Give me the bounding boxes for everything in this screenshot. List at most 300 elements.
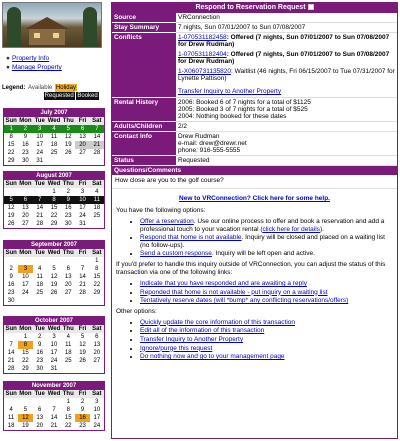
day-header: Sat [90,180,104,188]
option-text: ). [319,225,324,233]
day-header: Thu [62,250,74,256]
calendar-day[interactable]: 28 [93,150,101,156]
options-intro: You have the following options: [116,207,206,214]
calendar-day[interactable]: 9 [80,407,85,413]
calendar-day[interactable]: 14 [79,274,86,280]
status-row [112,156,397,166]
source-row [112,13,397,23]
calendar-day[interactable]: 15 [7,142,15,148]
calendar-legend [2,84,106,100]
calendar-day[interactable]: 26 [7,221,15,227]
calendar-day[interactable]: 14 [50,415,58,421]
calendar-day[interactable]: 15 [50,205,58,211]
conflicts-label: Conflicts [112,33,176,98]
window-shape [53,33,59,38]
day-header: Fri [75,390,89,398]
calendar-day[interactable]: 3 [95,399,99,405]
calendar-day[interactable]: 5 [4,196,18,204]
tentative-reserve-link[interactable]: Tentatively reserve dates (will *bump* any conflicting reservations/offers) [140,297,349,305]
panel-title-text: Respond to Reservation Request [195,4,306,11]
calendar-day[interactable]: 21 [7,358,15,364]
calendar-empty [18,297,32,305]
calendar-day[interactable]: 7 [90,125,104,133]
calendar-day[interactable]: 19 [22,423,29,429]
status-link-item [140,289,393,297]
calendar-day[interactable]: 20 [36,423,44,429]
calendar-day[interactable]: 8 [47,196,61,204]
conflict-item [178,68,395,82]
day-header: Wed [47,250,61,256]
calendar-day[interactable]: 22 [64,423,72,429]
contact-row [112,132,397,156]
calendar-day[interactable]: 16 [22,142,29,148]
awaiting-reply-link[interactable]: Indicate that you have responded and are awaiting a reply [140,279,307,287]
calendar-day[interactable]: 7 [52,407,56,413]
calendar-day[interactable]: 11 [8,415,15,421]
calendar-day[interactable]: 29 [7,158,15,164]
calendar-empty [47,398,61,406]
day-header: Sun [5,118,17,124]
other-option-item [140,345,393,353]
other-intro: Other options: [116,307,157,315]
calendar-day[interactable]: 8 [66,407,70,413]
calendar-day[interactable]: 11 [65,342,72,348]
conflict-link[interactable]: 1-070531182458 [178,34,227,41]
calendar-day[interactable]: 2 [18,125,32,133]
calendar-day[interactable]: 17 [79,205,86,211]
calendar-day[interactable]: 4 [95,189,99,195]
calendar-empty [4,188,18,196]
calendar-day[interactable]: 5 [80,334,85,340]
calendar-day[interactable]: 27 [79,150,86,156]
calendar-empty [47,257,61,265]
calendar-day[interactable]: 8 [9,134,13,140]
calendar-day[interactable]: 2 [66,189,70,195]
calendar-day[interactable]: 21 [79,282,86,288]
conflict-text: : Offered (7 nights, Sun 07/01/2007 to Sun 07/08/2007 for Drew Rudman) [178,34,390,48]
conflict-text: : Waitlist (46 nights, Fri 06/15/2007 to Tue 07/31/2007 for Lynette Pattison) [178,68,395,82]
rental-history-label: Rental History [112,98,176,122]
day-header: Tue [33,325,47,333]
outside-text: If you'd prefer to handle this inquiry outside of VRConnection, you can adjust the status of this transaction via one of the following links: [116,260,386,276]
calendar-day[interactable]: 15 [64,415,72,421]
source-label: Source [112,13,176,23]
calendar-day[interactable]: 18 [93,205,101,211]
calendar-day[interactable]: 24 [79,213,86,219]
month-calendar [3,381,105,431]
calendar-day[interactable]: 12 [64,134,72,140]
questions-header: Questions/Comments [112,166,397,175]
calendar-day[interactable]: 13 [79,134,86,140]
calendar-day[interactable]: 16 [7,282,15,288]
calendar-day[interactable]: 2 [80,399,85,405]
calendar-day[interactable]: 31 [36,158,44,164]
calendar-day[interactable]: 24 [22,290,29,296]
calendar-day[interactable]: 30 [64,221,72,227]
respond-panel [111,2,398,439]
day-header: Mon [19,118,32,124]
calendar-day[interactable]: 13 [36,415,44,421]
calendar-empty [18,398,32,406]
day-header: Fri [75,325,89,333]
adults-row [112,122,397,132]
calendar-day[interactable]: 10 [22,274,29,280]
calendar-day[interactable]: 6 [18,196,32,204]
calendar-empty [61,297,75,305]
calendar-day[interactable]: 12 [79,342,86,348]
calendar-day[interactable]: 23 [36,358,44,364]
nav-item [6,63,106,72]
contact-value [176,132,397,156]
calendar-day[interactable]: 20 [22,213,29,219]
conflict-link[interactable]: 1-070531182404 [178,51,227,58]
calendar-empty [33,398,47,406]
day-header: Sun [5,181,17,187]
calendar-empty [33,297,47,305]
calendar-empty [33,188,47,196]
calendar-day[interactable]: 1 [66,399,70,405]
rental-history-row [112,98,397,122]
property-photo [2,2,102,48]
day-header: Tue [33,117,47,125]
calendar-day[interactable]: 15 [93,274,101,280]
calendar-day[interactable]: 1 [52,189,56,195]
edit-all-link[interactable]: Edit all of the information of this transaction [140,327,265,335]
calendar-empty [47,157,61,165]
calendar-empty [4,333,18,341]
calendar-day[interactable]: 31 [79,221,86,227]
month-calendar [3,316,105,374]
calendar-day[interactable]: 7 [9,342,13,348]
day-header: Thu [62,391,74,397]
contact-label: Contact Info [112,132,176,156]
calendar-day[interactable]: 14 [7,350,15,356]
other-option-item [140,353,393,361]
contact-line: e-mail: drew@drewr.net [178,140,247,147]
day-header: Wed [47,391,61,397]
calendar-day[interactable]: 20 [64,282,72,288]
not-available-link[interactable]: Respond that home is not available [140,234,242,242]
calendar-day[interactable]: 15 [22,350,29,356]
stay-label: Stay Summary [112,23,176,33]
calendar-day[interactable]: 22 [50,213,58,219]
calendar-day[interactable]: 12 [50,274,58,280]
calendar-day[interactable]: 3 [33,125,47,133]
calendar-empty [4,398,18,406]
calendar-day[interactable]: 5 [52,266,56,272]
rental-line: 2006: Booked 6 of 7 nights for a total of $1125 [178,99,311,106]
calendar-day[interactable]: 25 [64,358,72,364]
calendar-day[interactable]: 18 [36,282,44,288]
calendar-day[interactable]: 2 [9,266,13,272]
day-header: Mon [19,391,32,397]
calendar-day[interactable]: 10 [50,342,58,348]
adults-label: Adults/Children [112,122,176,132]
offer-reservation-link[interactable]: Offer a reservation [140,218,194,225]
other-option-item [140,319,393,327]
calendar-day[interactable]: 2 [38,334,42,340]
day-header: Sat [90,117,104,125]
status-label: Status [112,156,176,166]
custom-response-link[interactable]: Send a custom response [140,250,212,258]
calendar-day[interactable]: 23 [79,423,86,429]
calendar-day[interactable]: 30 [36,366,44,372]
calendar-day[interactable]: 24 [36,150,44,156]
calendar-day[interactable]: 20 [93,350,101,356]
month-title: November 2007 [4,382,104,390]
status-links-list [116,280,393,305]
day-header: Mon [19,181,32,187]
calendar-day[interactable]: 14 [93,134,101,140]
calendar-day[interactable]: 28 [36,221,44,227]
calendar-day[interactable]: 24 [93,423,101,429]
calendar-day[interactable]: 11 [90,196,104,204]
calendar-day[interactable]: 30 [7,298,15,304]
calendar-empty [33,257,47,265]
calendar-day[interactable]: 11 [36,274,43,280]
calendar-day[interactable]: 4 [38,266,42,272]
calendar-day[interactable]: 19 [7,213,15,219]
calendar-day[interactable]: 27 [64,290,72,296]
rental-history-value [176,98,397,122]
transfer-inquiry-link-2[interactable]: Transfer Inquiry to Another Property [140,335,244,343]
calendar-day[interactable]: 8 [18,341,32,349]
calendar-empty [75,157,89,165]
calendar-day[interactable]: 20 [75,141,89,149]
day-header: Thu [62,181,74,187]
calendar-day[interactable]: 4 [9,407,13,413]
ignore-purge-link[interactable]: Ignore/purge this request [140,344,213,352]
day-header: Sat [90,249,104,257]
calendar-day[interactable]: 4 [66,334,70,340]
calendar-day[interactable]: 16 [36,350,44,356]
house-roof-shape [25,17,69,29]
calendar-empty [18,188,32,196]
calendar-day[interactable]: 1 [95,258,99,264]
calendar-day[interactable]: 24 [50,358,58,364]
rental-line: 2005: Booked 3 of 7 nights for a total of $525 [178,106,308,113]
adults-value: 2/2 [176,122,397,132]
calendar-day[interactable]: 3 [18,265,32,273]
legend-label: Legend: [2,85,26,91]
do-nothing-link[interactable]: Do nothing now and go to your management page [140,353,285,361]
option-item [140,250,393,258]
day-header: Fri [75,180,89,188]
calendar-day[interactable]: 17 [50,350,58,356]
calendar-day[interactable]: 10 [93,407,101,413]
calendar-day[interactable]: 6 [75,125,89,133]
calendar-day[interactable]: 4 [47,125,61,133]
calendar-day[interactable]: 9 [38,342,42,348]
calendar-day[interactable]: 18 [7,423,15,429]
calendar-day[interactable]: 27 [22,221,29,227]
calendar-day[interactable]: 29 [93,290,101,296]
legend-available: Available [28,85,53,91]
day-header: Wed [47,326,61,332]
calendar-day[interactable]: 6 [95,334,99,340]
calendar-day[interactable]: 3 [52,334,56,340]
calendar-day[interactable]: 29 [50,221,58,227]
month-title: July 2007 [4,109,104,117]
response-options-list [116,218,393,258]
calendar-day[interactable]: 17 [36,142,44,148]
waiting-list-link[interactable]: Reponded that home is not available - put inquiry on a waiting list [140,288,328,296]
calendar-empty [90,157,104,165]
conflict-text: : Offered (7 nights, Sun 07/01/2007 to Sun 07/08/2007 for Drew Rudman) [178,51,390,65]
day-header: Tue [33,249,47,257]
calendar-day[interactable]: 27 [93,358,101,364]
day-header: Sun [5,250,17,256]
calendar-day[interactable]: 26 [64,150,72,156]
new-vrc-help [116,195,393,202]
calendar-day[interactable]: 23 [7,290,15,296]
property-info-link[interactable]: Property Info [11,55,50,62]
calendar-day[interactable]: 19 [64,142,72,148]
conflicts-row [112,33,397,98]
nav-item [6,54,106,63]
tree-shape [7,7,21,47]
day-header: Thu [62,326,74,332]
transfer-item [178,88,395,95]
window-shape [34,33,40,38]
calendar-day[interactable]: 21 [50,423,58,429]
calendar-day[interactable]: 7 [33,196,47,204]
calendar-day[interactable]: 13 [22,205,29,211]
calendar-day[interactable]: 26 [50,290,58,296]
left-sidebar [0,0,108,441]
calendar-day[interactable]: 28 [7,366,15,372]
calendar-day[interactable]: 23 [64,213,72,219]
calendar-day[interactable]: 13 [93,342,101,348]
calendar-day[interactable]: 12 [7,205,15,211]
request-details-table [112,13,397,166]
property-nav [6,54,106,72]
calendar-day[interactable]: 25 [36,290,44,296]
calendar-empty [18,257,32,265]
conflict-item [178,34,395,48]
calendar-day[interactable]: 1 [23,334,28,340]
calendar-empty [90,365,104,373]
calendar-day[interactable]: 21 [90,141,104,149]
calendar-empty [75,365,89,373]
bullet-icon: ● [6,55,10,62]
calendar-day[interactable]: 1 [4,125,18,133]
calendar-empty [90,297,104,305]
calendar-day[interactable]: 8 [95,266,99,272]
day-header: Wed [47,181,61,187]
option-text: . Inquiry will be closed and placed on a waiting list (no follow-ups). [140,234,385,249]
calendar-empty [4,257,18,265]
calendar-day[interactable]: 6 [66,266,70,272]
calendar-day[interactable]: 9 [61,196,75,204]
calendar-day[interactable]: 10 [36,134,44,140]
transfer-inquiry-link[interactable]: Transfer Inquiry to Another Property [178,88,282,95]
stay-value: 7 nights, Sun 07/01/2007 to Sun 07/08/2007 [176,23,397,33]
calendar-day[interactable]: 18 [50,142,58,148]
source-value: VRConnection [176,13,397,23]
calendar-day[interactable]: 17 [93,415,101,421]
day-header: Sun [5,391,17,397]
manage-property-link[interactable]: Manage Property [11,64,62,71]
calendar-day[interactable]: 6 [38,407,42,413]
month-title: October 2007 [4,317,104,325]
calendar-day[interactable]: 10 [75,196,89,204]
options-body [112,195,397,361]
status-link-item [140,297,393,305]
option-text: . Inquiry will be left open and active. [211,250,315,258]
panel-title [112,3,397,13]
main-content [111,0,400,441]
new-vrc-help-link[interactable]: New to VRConnection? Click here for some help. [179,195,330,202]
calendar-day[interactable]: 7 [80,266,85,272]
calendar-day[interactable]: 19 [50,282,58,288]
bullet-icon: ● [6,64,10,71]
other-option-item [140,336,393,344]
calendar-day[interactable]: 11 [50,134,58,140]
calendar-day[interactable]: 25 [50,150,58,156]
calendar-day[interactable]: 26 [79,358,86,364]
calendar-day[interactable]: 9 [9,274,13,280]
legend-booked: Booked [77,93,98,99]
conflicts-value [176,33,397,98]
calendar-day[interactable]: 25 [93,213,101,219]
calendar-day[interactable]: 28 [79,290,86,296]
calendar-day[interactable]: 17 [22,282,29,288]
calendar-day[interactable]: 22 [7,150,15,156]
quick-update-link[interactable]: Quickly update the core information of this transaction [140,318,295,326]
day-header: Sun [5,326,17,332]
question-text: How close are you to the golf course? [112,175,397,189]
day-header: Mon [19,326,32,332]
click-here-details-link[interactable]: click here for details [262,225,320,233]
day-header: Thu [62,118,74,124]
day-header: Wed [47,118,61,124]
calendar-day[interactable]: 31 [50,366,58,372]
help-icon[interactable] [308,4,314,10]
calendar-day[interactable]: 16 [75,414,89,422]
calendar-day[interactable]: 14 [36,205,44,211]
calendar-empty [61,257,75,265]
calendar-day[interactable]: 22 [22,358,29,364]
conflict-link[interactable]: 1-X060731135820 [178,68,232,75]
month-calendar [3,240,105,306]
calendar-empty [75,297,89,305]
day-header: Fri [75,117,89,125]
day-header: Mon [19,250,32,256]
calendar-day[interactable]: 23 [22,150,29,156]
calendar-empty [47,297,61,305]
calendar-day[interactable]: 30 [22,158,29,164]
calendar-day[interactable]: 9 [23,134,28,140]
calendar-day[interactable]: 22 [93,282,101,288]
month-calendar [3,108,105,166]
calendar-day[interactable]: 13 [64,274,72,280]
calendar-day[interactable]: 5 [23,407,28,413]
calendar-empty [61,157,75,165]
calendar-day[interactable]: 29 [22,366,29,372]
calendar-day[interactable]: 21 [36,213,44,219]
day-header: Tue [33,180,47,188]
calendar-day[interactable]: 18 [64,350,72,356]
calendar-day[interactable]: 5 [61,125,75,133]
calendar-day[interactable]: 16 [64,205,72,211]
calendar-day[interactable]: 19 [79,350,86,356]
calendar-day[interactable]: 12 [18,414,32,422]
calendar-day[interactable]: 3 [80,189,85,195]
day-header: Tue [33,390,47,398]
other-option-item [140,327,393,335]
conflict-item [178,51,395,65]
